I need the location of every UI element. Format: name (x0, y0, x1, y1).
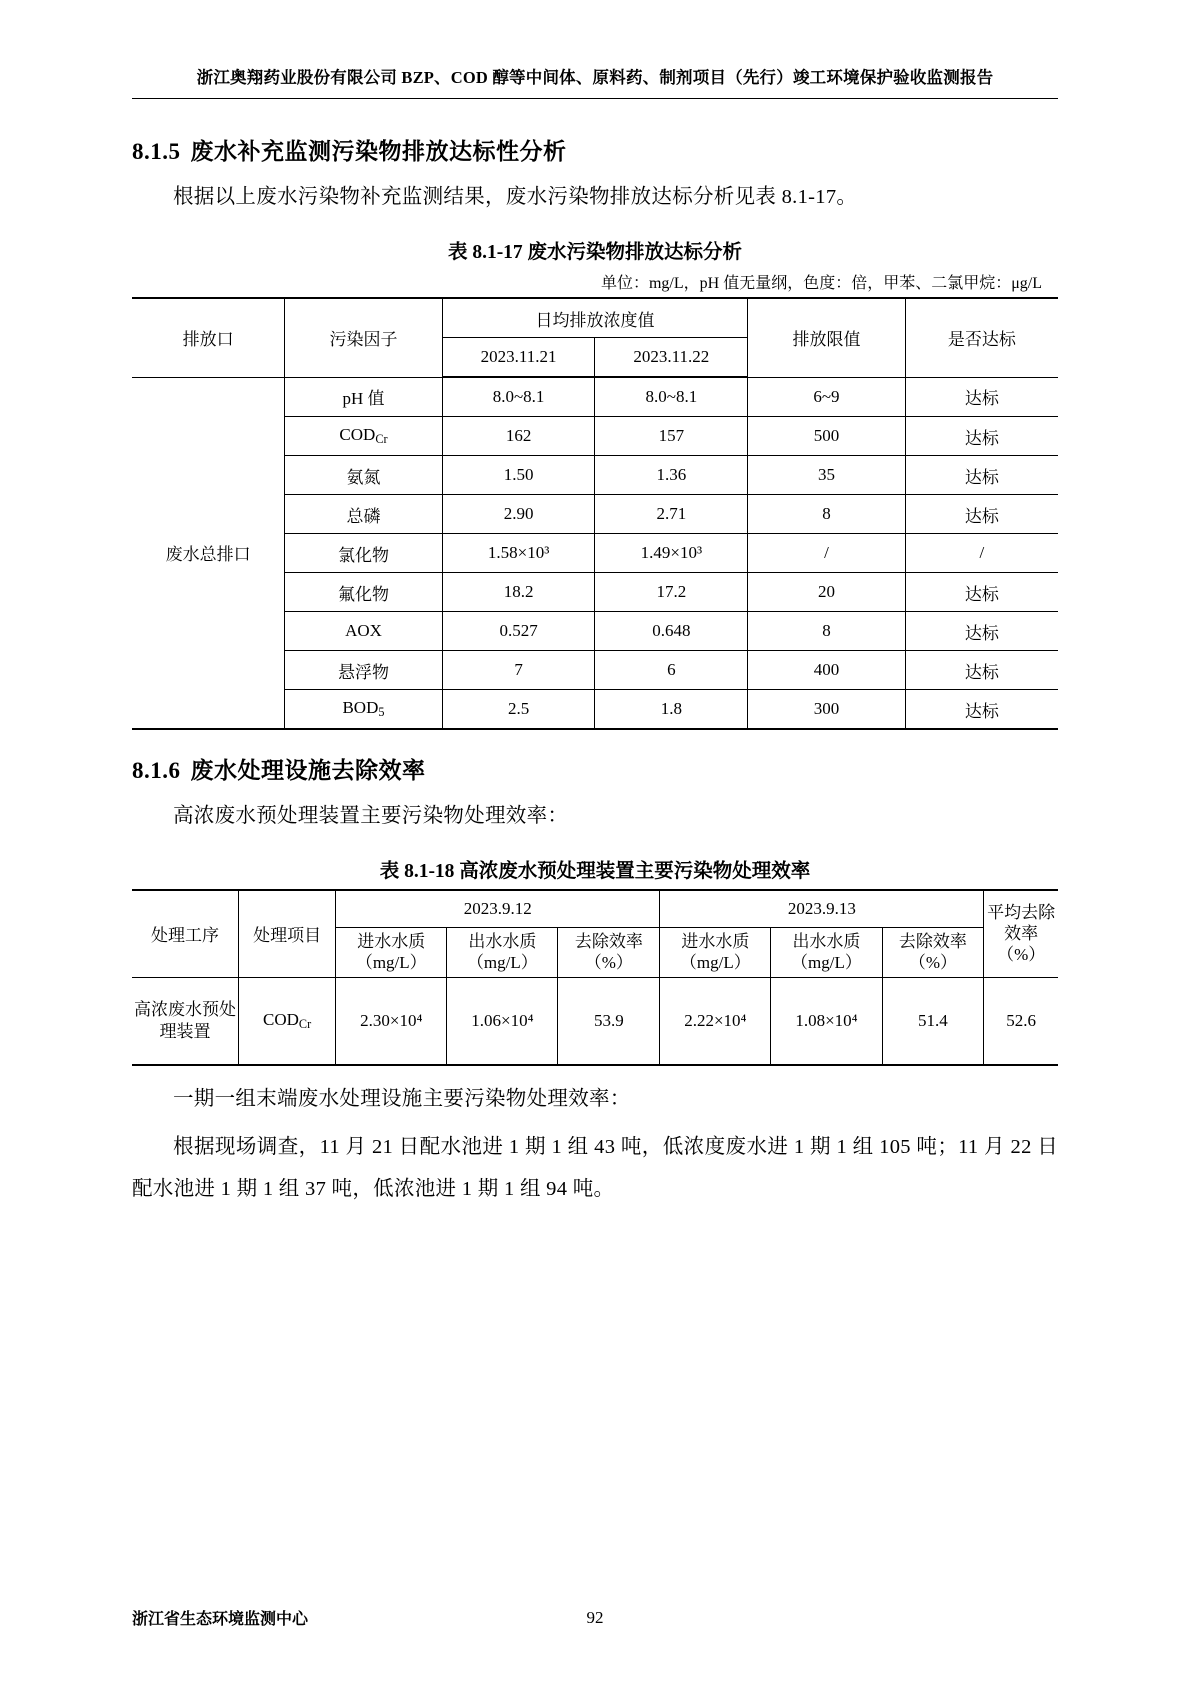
table-18-caption: 表 8.1-18 高浓废水预处理装置主要污染物处理效率 (379, 861, 811, 883)
th-avg-removal: 平均去除效率（%） (984, 890, 1058, 977)
cell-value-d1: 1.50 (442, 456, 595, 495)
paragraph-8-1-6-3: 根据现场调查，11 月 21 日配水池进 1 期 1 组 43 吨，低浓度废水进 1 期 1 组 105 吨；11 月 22 日配水池进 1 期 1 组 37 吨，低浓池进 1 期 1 组 94 吨。 (132, 1135, 1058, 1200)
section-title: 废水处理设施去除效率 (190, 758, 426, 784)
th-compliant: 是否达标 (905, 298, 1058, 377)
cell-limit: 8 (748, 612, 905, 651)
cell-limit: 400 (748, 651, 905, 690)
cell-factor: 总磷 (285, 495, 442, 534)
running-header: 浙江奥翔药业股份有限公司 BZP、COD 醇等中间体、原料药、制剂项目（先行）竣工环境保护验收监测报告 (132, 64, 1058, 99)
paragraph-8-1-6: 高浓废水预处理装置主要污染物处理效率： (173, 805, 569, 828)
cell-value-d2: 8.0~8.1 (595, 377, 748, 417)
cell-limit: 35 (748, 456, 905, 495)
cell-factor: 氟化物 (285, 573, 442, 612)
cell-value-d2: 17.2 (595, 573, 748, 612)
th-removal-d2: 去除效率（%） (882, 928, 984, 978)
th-date-1: 2023.9.12 (336, 890, 660, 928)
cell-limit: 8 (748, 495, 905, 534)
th-removal-d1: 去除效率（%） (558, 928, 660, 978)
th-in-quality-d2: 进水水质（mg/L） (660, 928, 771, 978)
cell-value-d1: 162 (442, 417, 595, 456)
cell-value-d1: 18.2 (442, 573, 595, 612)
table-row (132, 977, 1058, 1065)
footer-page-number: 92 (586, 1607, 604, 1627)
section-number: 8.1.6 (132, 758, 181, 784)
cell-value-d2: 6 (595, 651, 748, 690)
cell-limit: 300 (748, 690, 905, 730)
cell-value-d2: 157 (595, 417, 748, 456)
cell-process: 高浓废水预处理装置 (132, 977, 238, 1065)
cell-value-d2: 0.648 (595, 612, 748, 651)
paragraph-8-1-6-2: 一期一组末端废水处理设施主要污染物处理效率： (173, 1087, 631, 1110)
section-heading-8-1-6 (132, 752, 1058, 785)
table-17-unit-note: 单位：mg/L，pH 值无量纲，色度：倍，甲苯、二氯甲烷：μg/L (600, 275, 1042, 293)
th-in-quality-d1: 进水水质（mg/L） (336, 928, 447, 978)
cell-value-d1: 0.527 (442, 612, 595, 651)
th-outlet: 排放口 (132, 298, 285, 377)
cell-compliant: 达标 (905, 495, 1058, 534)
cell-in-quality-d1: 2.30×10⁴ (336, 977, 447, 1065)
cell-factor: $BOD_5$ (285, 690, 442, 730)
cell-factor: 悬浮物 (285, 651, 442, 690)
cell-factor: 氨氮 (285, 456, 442, 495)
cell-value-d1: 1.58×10³ (442, 534, 595, 573)
cell-item: $COD_{Cr}$ (238, 977, 335, 1065)
cell-compliant: 达标 (905, 377, 1058, 417)
table-18 (132, 889, 1058, 1066)
cell-removal-d2: 51.4 (882, 977, 984, 1065)
cell-limit: 6~9 (748, 377, 905, 417)
footer-organization: 浙江省生态环境监测中心 (132, 1611, 309, 1628)
th-date-2: 2023.9.13 (660, 890, 984, 928)
table-row (132, 890, 1058, 928)
cell-value-d1: 8.0~8.1 (442, 377, 595, 417)
cell-value-d2: 1.8 (595, 690, 748, 730)
page-footer (132, 1606, 1058, 1629)
th-date-1: 2023.11.21 (442, 338, 595, 378)
paragraph-8-1-5: 根据以上废水污染物补充监测结果，废水污染物排放达标分析见表 8.1-17。 (173, 186, 858, 208)
th-factor: 污染因子 (285, 298, 442, 377)
cell-value-d2: 1.49×10³ (595, 534, 748, 573)
cell-compliant: 达标 (905, 651, 1058, 690)
cell-value-d1: 7 (442, 651, 595, 690)
cell-factor: pH 值 (285, 377, 442, 417)
th-date-2: 2023.11.22 (595, 338, 748, 378)
table-17-caption: 表 8.1-17 废水污染物排放达标分析 (447, 242, 743, 264)
cell-factor: $COD_{Cr}$ (285, 417, 442, 456)
th-item: 处理项目 (238, 890, 335, 977)
cell-out-quality-d2: 1.08×10⁴ (771, 977, 882, 1065)
table-row (132, 377, 1058, 417)
cell-outlet-label: 废水总排口 (132, 377, 285, 729)
cell-limit: / (748, 534, 905, 573)
th-out-quality-d2: 出水水质（mg/L） (771, 928, 882, 978)
cell-compliant: 达标 (905, 456, 1058, 495)
cell-value-d2: 2.71 (595, 495, 748, 534)
cell-value-d1: 2.90 (442, 495, 595, 534)
table-row (132, 298, 1058, 338)
section-title: 废水补充监测污染物排放达标性分析 (190, 139, 567, 164)
cell-compliant: 达标 (905, 690, 1058, 730)
section-heading-8-1-5 (132, 133, 1058, 166)
cell-out-quality-d1: 1.06×10⁴ (447, 977, 558, 1065)
cell-in-quality-d2: 2.22×10⁴ (660, 977, 771, 1065)
cell-compliant: 达标 (905, 573, 1058, 612)
cell-avg-removal: 52.6 (984, 977, 1058, 1065)
cell-removal-d1: 53.9 (558, 977, 660, 1065)
th-daily-avg: 日均排放浓度值 (442, 298, 748, 338)
table-17 (132, 297, 1058, 730)
th-process: 处理工序 (132, 890, 238, 977)
cell-compliant: 达标 (905, 612, 1058, 651)
cell-compliant: 达标 (905, 417, 1058, 456)
th-out-quality-d1: 出水水质（mg/L） (447, 928, 558, 978)
cell-compliant: / (905, 534, 1058, 573)
cell-factor: 氯化物 (285, 534, 442, 573)
cell-value-d2: 1.36 (595, 456, 748, 495)
cell-limit: 500 (748, 417, 905, 456)
cell-limit: 20 (748, 573, 905, 612)
section-number: 8.1.5 (132, 139, 181, 164)
cell-factor: AOX (285, 612, 442, 651)
cell-value-d1: 2.5 (442, 690, 595, 730)
th-limit: 排放限值 (748, 298, 905, 377)
